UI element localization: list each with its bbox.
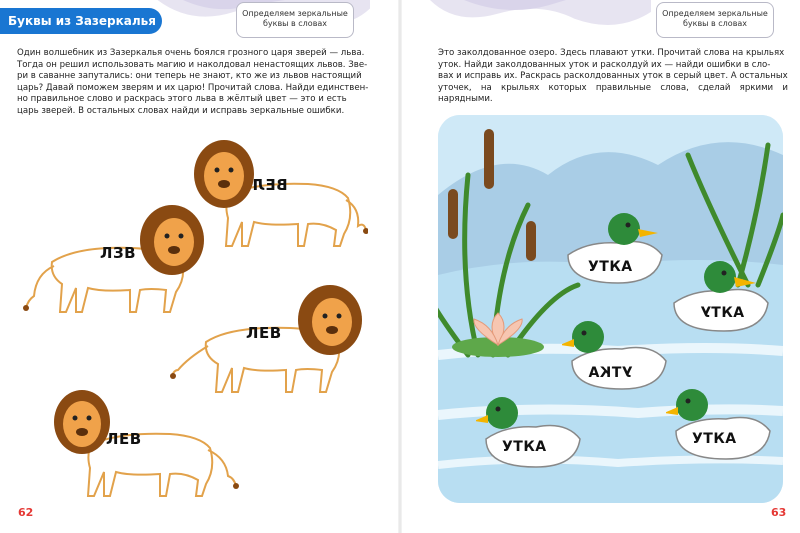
paragraph-line: уточек, на крыльях которых правильные слова, сделай яркими и нарядными. (438, 82, 788, 105)
lion-word: ЛЕВ (246, 324, 282, 342)
book-gutter (398, 0, 402, 533)
lion-word: ЛЕВ (106, 430, 142, 448)
paragraph-line: уток. Найди заколдованных уток и расколдуй их — найди ошибки в сло- (438, 59, 771, 70)
topic-line-2: буквы в словах (262, 19, 328, 28)
page-number: 62 (18, 506, 34, 519)
paragraph-line: ри в саванне запутались: они теперь не знают, кто же из львов настоящий (17, 71, 362, 82)
duck-word: УТКА (700, 305, 745, 321)
duck-illustration (558, 207, 668, 287)
paragraph-line: царь зверей. В остальных словах найди и исправь зеркальные ошибки. (17, 105, 345, 116)
paragraph-line: Один волшебник из Зазеркалья очень боялся грозного царя зверей — льва. (17, 48, 365, 58)
duck-illustration (562, 313, 672, 393)
page-title: Буквы из Зазеркалья (0, 8, 162, 34)
topic-box (656, 2, 774, 38)
duck-illustration (666, 383, 776, 463)
duck-word: УТКА (692, 431, 737, 447)
paragraph-line: вах и исправь их. Раскрась расколдованных уток в серый цвет. А остальных (438, 71, 788, 82)
paragraph-line: царь? Давай поможем зверям и их царю! Прочитай слова. Найди единствен- (17, 82, 369, 93)
topic-box (236, 2, 354, 38)
lion-illustration (50, 388, 240, 500)
duck-word: УТКА (502, 439, 547, 455)
topic-line-1: Определяем зеркальные (662, 9, 768, 18)
instruction-paragraph (17, 48, 377, 118)
lion-illustration (188, 138, 368, 250)
duck-illustration (476, 391, 586, 471)
duck-illustration (664, 255, 774, 335)
paragraph-line: Это заколдованное озеро. Здесь плавают утки. Прочитай слова на крыльях (438, 48, 785, 58)
topic-line-1: Определяем зеркальные (242, 9, 348, 18)
paragraph-line: Тогда он решил использовать магию и наколдовал ненастоящих львов. Зве- (17, 59, 368, 70)
lion-word: ВЕЛ (252, 176, 288, 194)
lake-illustration (438, 115, 783, 503)
right-page (400, 0, 800, 533)
topic-line-2: буквы в словах (682, 19, 748, 28)
lion-word: ЛЗВ (100, 244, 137, 262)
page-number: 63 (771, 506, 787, 519)
instruction-paragraph (438, 48, 788, 106)
duck-word: УТКА (588, 365, 633, 381)
duck-word: УТКА (588, 259, 633, 275)
paragraph-line: но правильное слово и раскрась этого льва в жёлтый цвет — это и есть (17, 94, 347, 105)
